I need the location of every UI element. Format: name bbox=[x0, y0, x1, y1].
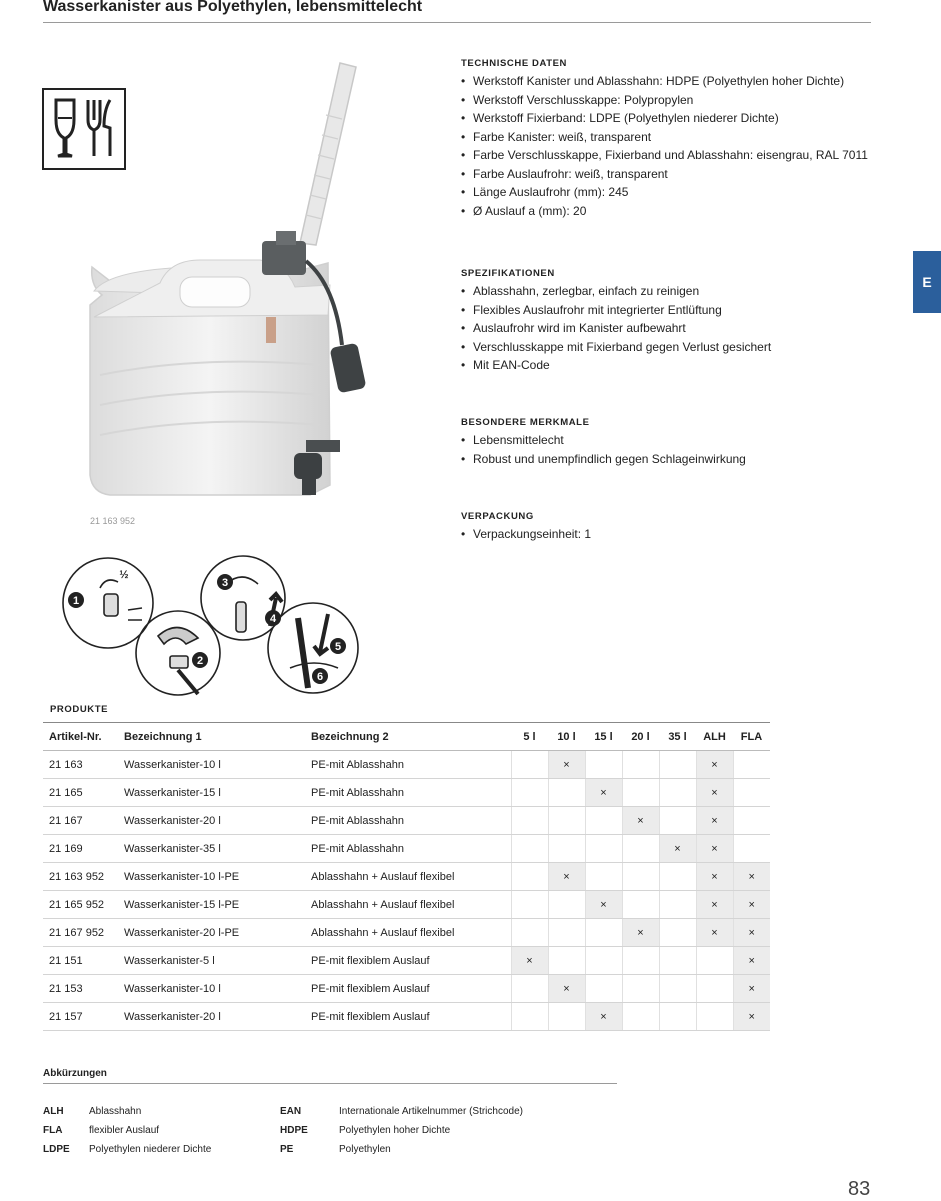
page-number: 83 bbox=[848, 1178, 871, 1200]
list-item: • Lebensmittelecht bbox=[461, 431, 901, 450]
empty-cell bbox=[585, 835, 622, 863]
step-6-label: 6 bbox=[316, 671, 324, 683]
availability-mark: × bbox=[733, 891, 770, 919]
list-item: • Farbe Kanister: weiß, transparent bbox=[461, 128, 901, 147]
table-cell: Wasserkanister-20 l-PE bbox=[118, 919, 305, 947]
availability-mark: × bbox=[696, 891, 733, 919]
list-item: • Werkstoff Fixierband: LDPE (Polyethylen niederer Dichte) bbox=[461, 109, 901, 128]
section-packaging bbox=[461, 510, 901, 544]
column-header: 15 l bbox=[585, 723, 622, 751]
abbreviation-code: PE bbox=[280, 1144, 294, 1155]
bullet-list bbox=[461, 282, 901, 375]
column-header: Bezeichnung 1 bbox=[118, 723, 305, 751]
table-cell: PE-mit Ablasshahn bbox=[305, 807, 511, 835]
empty-cell bbox=[511, 779, 548, 807]
abbreviation-text: Ablasshahn bbox=[89, 1106, 142, 1117]
empty-cell bbox=[659, 947, 696, 975]
table-row bbox=[43, 751, 770, 779]
abbreviations-divider bbox=[43, 1083, 617, 1084]
abbreviation-text: Polyethylen hoher Dichte bbox=[339, 1125, 451, 1136]
table-cell: PE-mit Ablasshahn bbox=[305, 779, 511, 807]
list-item: • Werkstoff Kanister und Ablasshahn: HDPE (Polyethylen hoher Dichte) bbox=[461, 72, 901, 91]
chapter-tab[interactable]: E bbox=[913, 251, 941, 313]
column-header: Artikel-Nr. bbox=[43, 723, 118, 751]
table-cell: PE-mit flexiblem Auslauf bbox=[305, 1003, 511, 1031]
bullet-list bbox=[461, 72, 901, 220]
availability-mark: × bbox=[622, 919, 659, 947]
empty-cell bbox=[585, 919, 622, 947]
list-item: • Farbe Auslaufrohr: weiß, transparent bbox=[461, 165, 901, 184]
column-header: 5 l bbox=[511, 723, 548, 751]
specifications-column bbox=[461, 57, 901, 544]
table-cell: 21 167 bbox=[43, 807, 118, 835]
availability-mark: × bbox=[585, 1003, 622, 1031]
availability-mark: × bbox=[548, 975, 585, 1003]
availability-mark: × bbox=[696, 863, 733, 891]
empty-cell bbox=[622, 947, 659, 975]
table-cell: Wasserkanister-10 l-PE bbox=[118, 863, 305, 891]
empty-cell bbox=[659, 919, 696, 947]
table-cell: Wasserkanister-15 l bbox=[118, 779, 305, 807]
bullet-list bbox=[461, 431, 901, 468]
section-heading: SPEZIFIKATIONEN bbox=[461, 268, 555, 279]
table-row bbox=[43, 1003, 770, 1031]
availability-mark: × bbox=[733, 975, 770, 1003]
empty-cell bbox=[548, 1003, 585, 1031]
column-header: 10 l bbox=[548, 723, 585, 751]
empty-cell bbox=[622, 891, 659, 919]
empty-cell bbox=[511, 1003, 548, 1031]
table-cell: 21 157 bbox=[43, 1003, 118, 1031]
table-cell: Wasserkanister-35 l bbox=[118, 835, 305, 863]
availability-mark: × bbox=[696, 779, 733, 807]
empty-cell bbox=[511, 835, 548, 863]
empty-cell bbox=[696, 1003, 733, 1031]
step-3-label: 3 bbox=[221, 577, 229, 589]
column-header: Bezeichnung 2 bbox=[305, 723, 511, 751]
empty-cell bbox=[548, 807, 585, 835]
availability-mark: × bbox=[696, 835, 733, 863]
empty-cell bbox=[511, 919, 548, 947]
availability-mark: × bbox=[733, 919, 770, 947]
empty-cell bbox=[622, 975, 659, 1003]
table-cell: 21 151 bbox=[43, 947, 118, 975]
table-row bbox=[43, 779, 770, 807]
availability-mark: × bbox=[733, 947, 770, 975]
abbreviation-code: FLA bbox=[43, 1125, 63, 1136]
abbreviation-code: ALH bbox=[43, 1106, 64, 1117]
empty-cell bbox=[733, 751, 770, 779]
availability-mark: × bbox=[548, 751, 585, 779]
availability-mark: × bbox=[733, 1003, 770, 1031]
column-header: 20 l bbox=[622, 723, 659, 751]
table-cell: Wasserkanister-10 l bbox=[118, 751, 305, 779]
table-cell: 21 165 bbox=[43, 779, 118, 807]
bullet-list bbox=[461, 525, 901, 544]
step-half-label: ½ bbox=[119, 569, 129, 581]
list-item: • Robust und unempfindlich gegen Schlageinwirkung bbox=[461, 450, 901, 469]
column-header: FLA bbox=[733, 723, 770, 751]
abbreviation-row bbox=[43, 1140, 623, 1159]
usage-steps-illustration bbox=[58, 548, 378, 708]
empty-cell bbox=[733, 807, 770, 835]
empty-cell bbox=[696, 975, 733, 1003]
abbreviations-heading: Abkürzungen bbox=[43, 1068, 107, 1079]
table-row bbox=[43, 975, 770, 1003]
abbreviation-row bbox=[43, 1102, 623, 1121]
list-item: • Ablasshahn, zerlegbar, einfach zu reinigen bbox=[461, 282, 901, 301]
section-specifications bbox=[461, 267, 901, 416]
section-technical-data bbox=[461, 57, 901, 267]
table-row bbox=[43, 835, 770, 863]
list-item: • Ø Auslauf a (mm): 20 bbox=[461, 202, 901, 221]
step-5-label: 5 bbox=[334, 641, 342, 653]
table-row bbox=[43, 891, 770, 919]
availability-mark: × bbox=[659, 835, 696, 863]
availability-mark: × bbox=[733, 863, 770, 891]
abbreviations-list bbox=[43, 1102, 623, 1159]
empty-cell bbox=[585, 975, 622, 1003]
table-cell: 21 169 bbox=[43, 835, 118, 863]
table-cell: 21 163 952 bbox=[43, 863, 118, 891]
list-item: • Verschlusskappe mit Fixierband gegen Verlust gesichert bbox=[461, 338, 901, 357]
empty-cell bbox=[622, 1003, 659, 1031]
step-2-label: 2 bbox=[196, 655, 204, 667]
image-article-number: 21 163 952 bbox=[90, 516, 136, 526]
table-cell: 21 165 952 bbox=[43, 891, 118, 919]
abbreviation-row bbox=[43, 1121, 623, 1140]
column-header: 35 l bbox=[659, 723, 696, 751]
availability-mark: × bbox=[585, 891, 622, 919]
section-special-features bbox=[461, 416, 901, 510]
empty-cell bbox=[659, 975, 696, 1003]
abbreviation-code: EAN bbox=[280, 1106, 302, 1117]
table-cell: PE-mit Ablasshahn bbox=[305, 751, 511, 779]
table-header-row bbox=[43, 723, 770, 751]
water-canister-image bbox=[80, 55, 380, 505]
empty-cell bbox=[659, 807, 696, 835]
empty-cell bbox=[659, 1003, 696, 1031]
table-cell: Wasserkanister-20 l bbox=[118, 807, 305, 835]
table-cell: Ablasshahn + Auslauf flexibel bbox=[305, 863, 511, 891]
empty-cell bbox=[511, 891, 548, 919]
table-cell: Wasserkanister-15 l-PE bbox=[118, 891, 305, 919]
products-table-body bbox=[43, 751, 770, 1031]
empty-cell bbox=[733, 835, 770, 863]
table-cell: PE-mit Ablasshahn bbox=[305, 835, 511, 863]
list-item: • Werkstoff Verschlusskappe: Polypropylen bbox=[461, 91, 901, 110]
list-item: • Länge Auslaufrohr (mm): 245 bbox=[461, 183, 901, 202]
availability-mark: × bbox=[622, 807, 659, 835]
products-heading: PRODUKTE bbox=[50, 704, 109, 715]
section-heading: VERPACKUNG bbox=[461, 511, 534, 522]
table-cell: Wasserkanister-5 l bbox=[118, 947, 305, 975]
list-item: • Flexibles Auslaufrohr mit integrierter Entlüftung bbox=[461, 301, 901, 320]
abbreviation-code: LDPE bbox=[43, 1144, 70, 1155]
title-divider bbox=[43, 22, 871, 23]
table-row bbox=[43, 919, 770, 947]
table-cell: 21 167 952 bbox=[43, 919, 118, 947]
availability-mark: × bbox=[696, 751, 733, 779]
table-cell: Wasserkanister-20 l bbox=[118, 1003, 305, 1031]
empty-cell bbox=[622, 863, 659, 891]
list-item: • Auslaufrohr wird im Kanister aufbewahrt bbox=[461, 319, 901, 338]
empty-cell bbox=[622, 779, 659, 807]
empty-cell bbox=[548, 947, 585, 975]
empty-cell bbox=[511, 807, 548, 835]
step-4-label: 4 bbox=[269, 613, 277, 625]
availability-mark: × bbox=[548, 863, 585, 891]
empty-cell bbox=[548, 891, 585, 919]
abbreviation-text: Internationale Artikelnummer (Strichcode) bbox=[339, 1106, 523, 1117]
availability-mark: × bbox=[696, 919, 733, 947]
table-cell: 21 163 bbox=[43, 751, 118, 779]
table-row bbox=[43, 863, 770, 891]
list-item: • Verpackungseinheit: 1 bbox=[461, 525, 901, 544]
section-heading: BESONDERE MERKMALE bbox=[461, 417, 590, 428]
products-table bbox=[43, 722, 770, 1031]
empty-cell bbox=[585, 947, 622, 975]
table-cell: 21 153 bbox=[43, 975, 118, 1003]
list-item: • Farbe Verschlusskappe, Fixierband und Ablasshahn: eisengrau, RAL 7011 bbox=[461, 146, 901, 165]
availability-mark: × bbox=[585, 779, 622, 807]
abbreviation-text: Polyethylen bbox=[339, 1144, 391, 1155]
section-heading: TECHNISCHE DATEN bbox=[461, 58, 568, 69]
table-cell: PE-mit flexiblem Auslauf bbox=[305, 975, 511, 1003]
empty-cell bbox=[659, 863, 696, 891]
table-cell: Ablasshahn + Auslauf flexibel bbox=[305, 919, 511, 947]
page-title: Wasserkanister aus Polyethylen, lebensmittelecht bbox=[43, 0, 423, 15]
list-item: • Mit EAN-Code bbox=[461, 356, 901, 375]
empty-cell bbox=[696, 947, 733, 975]
empty-cell bbox=[585, 751, 622, 779]
empty-cell bbox=[548, 835, 585, 863]
empty-cell bbox=[585, 863, 622, 891]
empty-cell bbox=[548, 919, 585, 947]
availability-mark: × bbox=[696, 807, 733, 835]
step-1-label: 1 bbox=[72, 595, 80, 607]
table-cell: PE-mit flexiblem Auslauf bbox=[305, 947, 511, 975]
empty-cell bbox=[733, 779, 770, 807]
availability-mark: × bbox=[511, 947, 548, 975]
empty-cell bbox=[659, 779, 696, 807]
table-row bbox=[43, 807, 770, 835]
empty-cell bbox=[511, 975, 548, 1003]
empty-cell bbox=[511, 863, 548, 891]
empty-cell bbox=[585, 807, 622, 835]
abbreviation-text: flexibler Auslauf bbox=[89, 1125, 160, 1136]
empty-cell bbox=[659, 891, 696, 919]
empty-cell bbox=[622, 835, 659, 863]
abbreviation-text: Polyethylen niederer Dichte bbox=[89, 1144, 212, 1155]
table-cell: Ablasshahn + Auslauf flexibel bbox=[305, 891, 511, 919]
table-cell: Wasserkanister-10 l bbox=[118, 975, 305, 1003]
empty-cell bbox=[548, 779, 585, 807]
table-row bbox=[43, 947, 770, 975]
column-header: ALH bbox=[696, 723, 733, 751]
empty-cell bbox=[659, 751, 696, 779]
abbreviation-code: HDPE bbox=[280, 1125, 308, 1136]
empty-cell bbox=[511, 751, 548, 779]
empty-cell bbox=[622, 751, 659, 779]
